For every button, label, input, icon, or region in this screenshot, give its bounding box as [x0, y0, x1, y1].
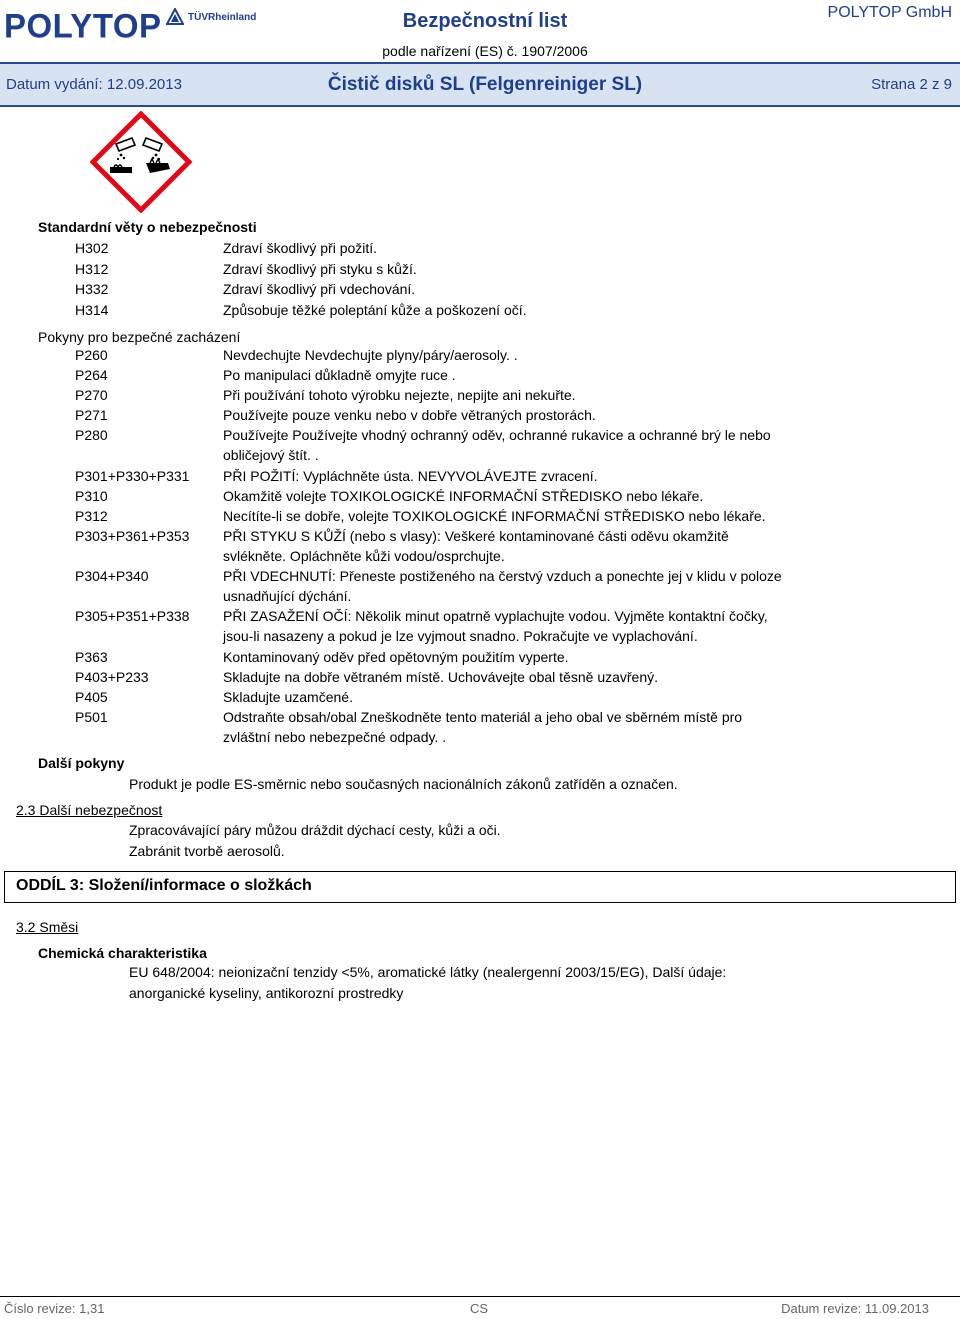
precaution-code: P301+P330+P331: [75, 468, 190, 484]
revision-number: Číslo revize: 1,31: [4, 1301, 105, 1316]
company-name: POLYTOP GmbH: [827, 4, 952, 21]
precaution-text: PŘI POŽITÍ: Vypláchněte ústa. NEVYVOLÁVEJTE zvracení.: [223, 468, 598, 484]
precaution-text: Používejte Používejte vhodný ochranný oděv, ochranné rukavice a ochranné brý le nebo: [223, 427, 771, 443]
polytop-logo: [4, 6, 162, 46]
precaution-text: Skladujte na dobře větraném místě. Uchovávejte obal těsně uzavřený.: [223, 669, 659, 685]
precaution-code: P271: [75, 407, 108, 423]
hazard-statements-heading: Standardní věty o nebezpečnosti: [38, 219, 257, 235]
precaution-code: P310: [75, 488, 108, 504]
precaution-text: Používejte pouze venku nebo v dobře větraných prostorách.: [223, 407, 596, 423]
other-hazards-heading: 2.3 Další nebezpečnost: [16, 802, 163, 818]
precaution-text: obličejový štít. .: [223, 447, 319, 463]
hazard-code: H302: [75, 240, 109, 256]
precaution-code: P260: [75, 347, 108, 363]
page-number: Strana 2 z 9: [871, 76, 952, 93]
precaution-text: Kontaminovaný oděv před opětovným použitím vyperte.: [223, 649, 569, 665]
precaution-text: zvláštní nebo nebezpečné odpady. .: [223, 729, 447, 745]
precaution-text: jsou-li nasazeny a pokud je lze vyjmout snadno. Pokračujte ve vyplachování.: [223, 628, 698, 644]
revision-date: Datum revize: 11.09.2013: [781, 1301, 929, 1316]
hazard-code: H314: [75, 302, 109, 318]
precaution-code: P270: [75, 387, 108, 403]
precaution-code: P303+P361+P353: [75, 528, 190, 544]
precaution-code: P264: [75, 367, 108, 383]
precaution-text: Po manipulaci důkladně omyjte ruce .: [223, 367, 456, 383]
product-name: Čistič disků SL (Felgenreiniger SL): [327, 74, 643, 95]
document-title: Bezpečnostní list: [402, 10, 568, 32]
precaution-text: Okamžitě volejte TOXIKOLOGICKÉ INFORMAČNÍ STŘEDISKO nebo lékaře.: [223, 488, 704, 504]
logo-text: POLYTOP: [4, 6, 162, 45]
hazard-text: Způsobuje těžké poleptání kůže a poškození očí.: [223, 302, 527, 318]
cert-text: TÜVRheinland: [188, 11, 257, 23]
language-code: CS: [470, 1301, 489, 1316]
document-subtitle: podle nařízení (ES) č. 1907/2006: [382, 43, 588, 59]
precaution-code: P403+P233: [75, 669, 149, 685]
issue-date: Datum vydání: 12.09.2013: [6, 76, 182, 93]
precaution-code: P305+P351+P338: [75, 608, 190, 624]
chemical-characteristics-heading: Chemická charakteristika: [38, 945, 207, 961]
precaution-text: Necítíte-li se dobře, volejte TOXIKOLOGICKÉ INFORMAČNÍ STŘEDISKO nebo lékaře.: [223, 508, 766, 524]
precaution-text: Při používání tohoto výrobku nejezte, nepijte ani nekuřte.: [223, 387, 576, 403]
hazard-code: H312: [75, 261, 109, 277]
other-info-heading: Další pokyny: [38, 755, 125, 771]
tuv-certification: [166, 6, 256, 28]
mixtures-heading: 3.2 Směsi: [16, 919, 79, 935]
hazard-text: Zdraví škodlivý při vdechování.: [223, 281, 416, 297]
precaution-code: P363: [75, 649, 108, 665]
hazard-code: H332: [75, 281, 109, 297]
precaution-text: PŘI STYKU S KŮŽÍ (nebo s vlasy): Veškeré kontaminované části oděvu okamžitě: [223, 528, 729, 544]
chemical-characteristics-text: EU 648/2004: neionizační tenzidy <5%, aromatické látky (nealergenní 2003/15/EG), Další údaje:: [129, 964, 727, 980]
footer-divider: [0, 1296, 960, 1297]
precaution-code: P280: [75, 427, 108, 443]
other-hazards-text: Zpracovávající páry můžou dráždit dýchací cesty, kůži a oči.: [129, 822, 501, 838]
tuv-triangle-icon: [166, 8, 184, 26]
precaution-text: PŘI ZASAŽENÍ OČÍ: Několik minut opatrně vyplachujte vodou. Vyjměte kontaktní čočky,: [223, 608, 768, 624]
precautionary-heading: Pokyny pro bezpečné zacházení: [38, 329, 241, 345]
precaution-code: P304+P340: [75, 568, 149, 584]
precaution-text: usnadňující dýchání.: [223, 588, 352, 604]
ghs05-corrosion-icon: [90, 111, 192, 213]
precaution-text: PŘI VDECHNUTÍ: Přeneste postiženého na čerstvý vzduch a ponechte jej v klidu v poloze: [223, 568, 782, 584]
other-hazards-text: Zabránit tvorbě aerosolů.: [129, 843, 285, 859]
precaution-code: P312: [75, 508, 108, 524]
hazard-text: Zdraví škodlivý při styku s kůží.: [223, 261, 417, 277]
hazard-text: Zdraví škodlivý při požití.: [223, 240, 378, 256]
precaution-text: Nevdechujte Nevdechujte plyny/páry/aerosoly. .: [223, 347, 518, 363]
chemical-characteristics-text: anorganické kyseliny, antikorozní prostredky: [129, 985, 404, 1001]
precaution-text: svlékněte. Opláchněte kůži vodou/osprchujte.: [223, 548, 505, 564]
section3-heading: ODDÍL 3: Složení/informace o složkách: [16, 877, 312, 894]
other-info-text: Produkt je podle ES-směrnic nebo současných nacionálních zákonů zatříděn a označen.: [129, 776, 678, 792]
precaution-text: Odstraňte obsah/obal Zneškodněte tento materiál a jeho obal ve sběrném místě pro: [223, 709, 743, 725]
precaution-text: Skladujte uzamčené.: [223, 689, 353, 705]
precaution-code: P405: [75, 689, 108, 705]
precaution-code: P501: [75, 709, 108, 725]
